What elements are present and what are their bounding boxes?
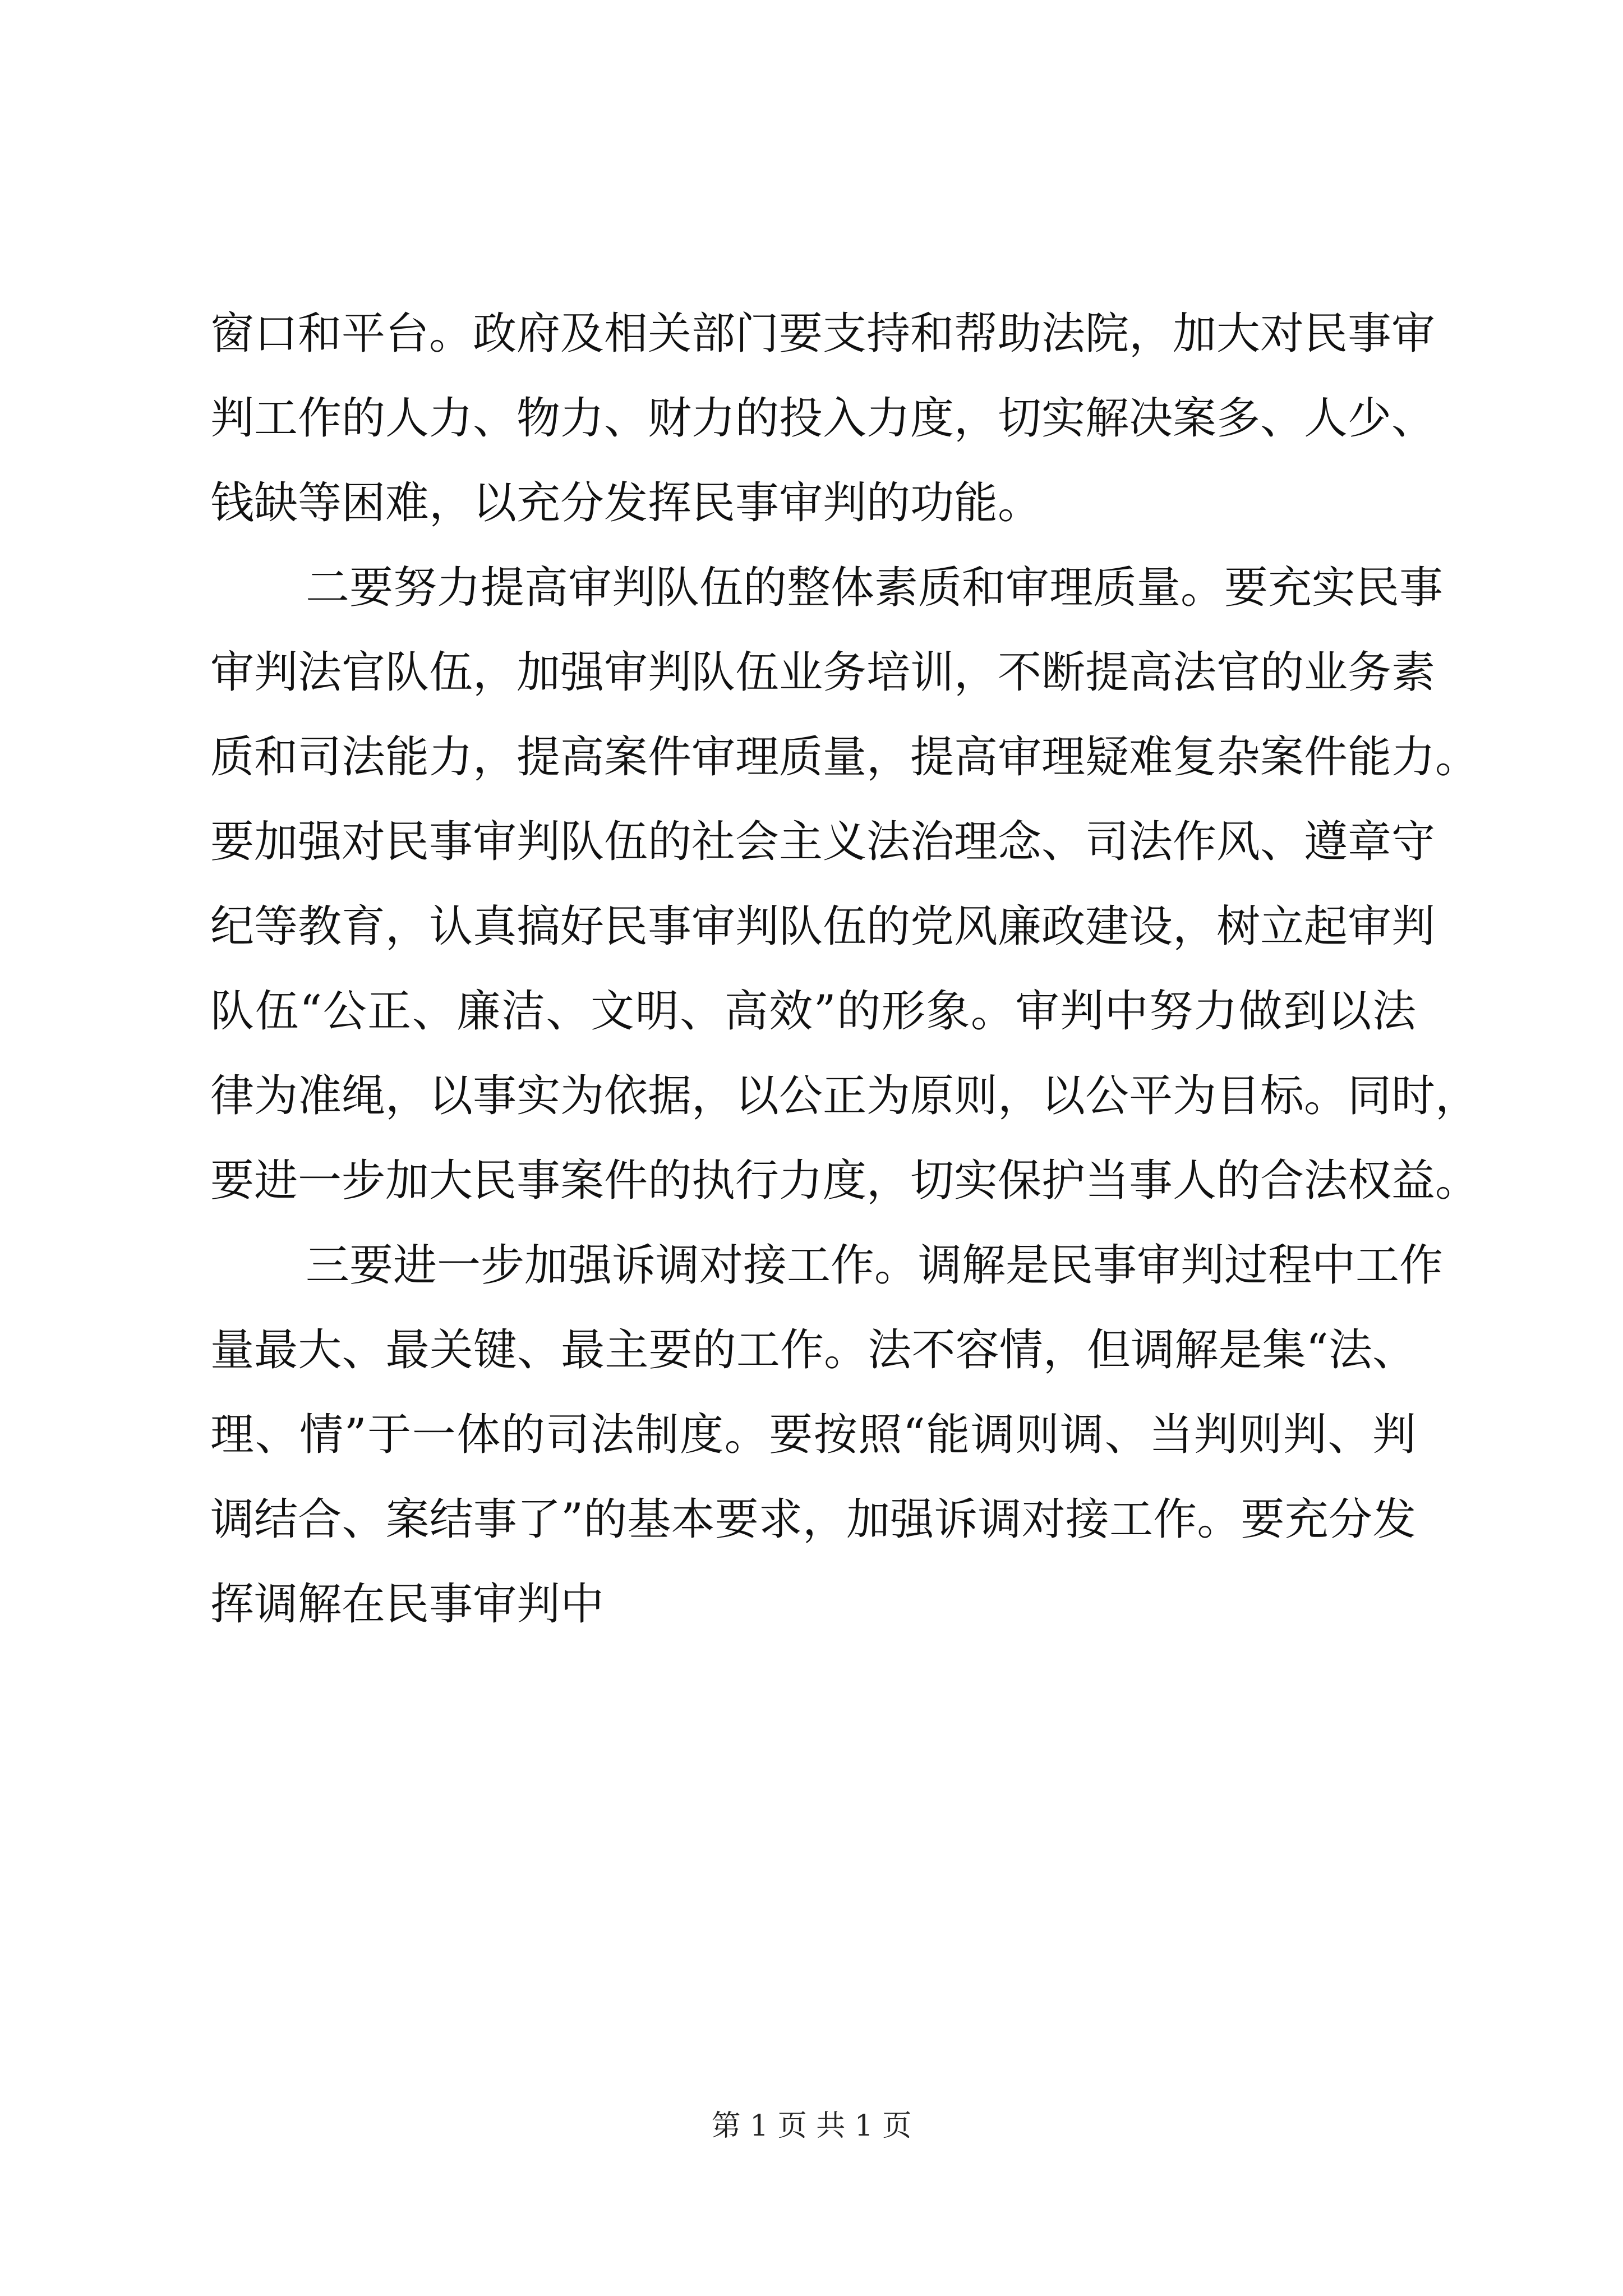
paragraph-first-line: 三要进一步加强诉调对接工作。调解是民事审判过程中工作: [306, 1240, 1444, 1291]
document-body: [210, 292, 1479, 1647]
text-line: 队伍“公正、廉洁、文明、高效”的形象。审判中努力做到以法: [210, 986, 1416, 1037]
text-line: 理、情”于一体的司法制度。要按照“能调则调、当判则判、判: [210, 1410, 1416, 1460]
text-line: 判工作的人力、物力、财力的投入力度，切实解决案多、人少、: [210, 393, 1436, 444]
text-line: 质和司法能力，提高案件审理质量，提高审理疑难复杂案件能力。: [210, 732, 1479, 783]
paragraph-first-line: 二要努力提高审判队伍的整体素质和审理质量。要充实民事: [306, 563, 1444, 613]
page-footer: 第 1 页 共 1 页: [711, 2109, 912, 2143]
text-line: 要进一步加大民事案件的执行力度，切实保护当事人的合法权益。: [210, 1156, 1479, 1206]
text-line: 调结合、案结事了”的基本要求，加强诉调对接工作。要充分发: [210, 1494, 1416, 1545]
text-line: 要加强对民事审判队伍的社会主义法治理念、司法作风、遵章守: [210, 817, 1436, 867]
text-line: 审判法官队伍，加强审判队伍业务培训，不断提高法官的业务素: [210, 647, 1436, 698]
text-line: 量最大、最关键、最主要的工作。法不容情，但调解是集“法、: [210, 1325, 1416, 1375]
text-line: 律为准绳，以事实为依据，以公正为原则，以公平为目标。同时，: [210, 1071, 1479, 1121]
text-line: 窗口和平台。政府及相关部门要支持和帮助法院，加大对民事审: [210, 309, 1436, 359]
text-line: 挥调解在民事审判中: [210, 1579, 605, 1630]
text-line: 钱缺等困难，以充分发挥民事审判的功能。: [210, 478, 1042, 528]
text-line: 纪等教育，认真搞好民事审判队伍的党风廉政建设，树立起审判: [210, 901, 1436, 952]
